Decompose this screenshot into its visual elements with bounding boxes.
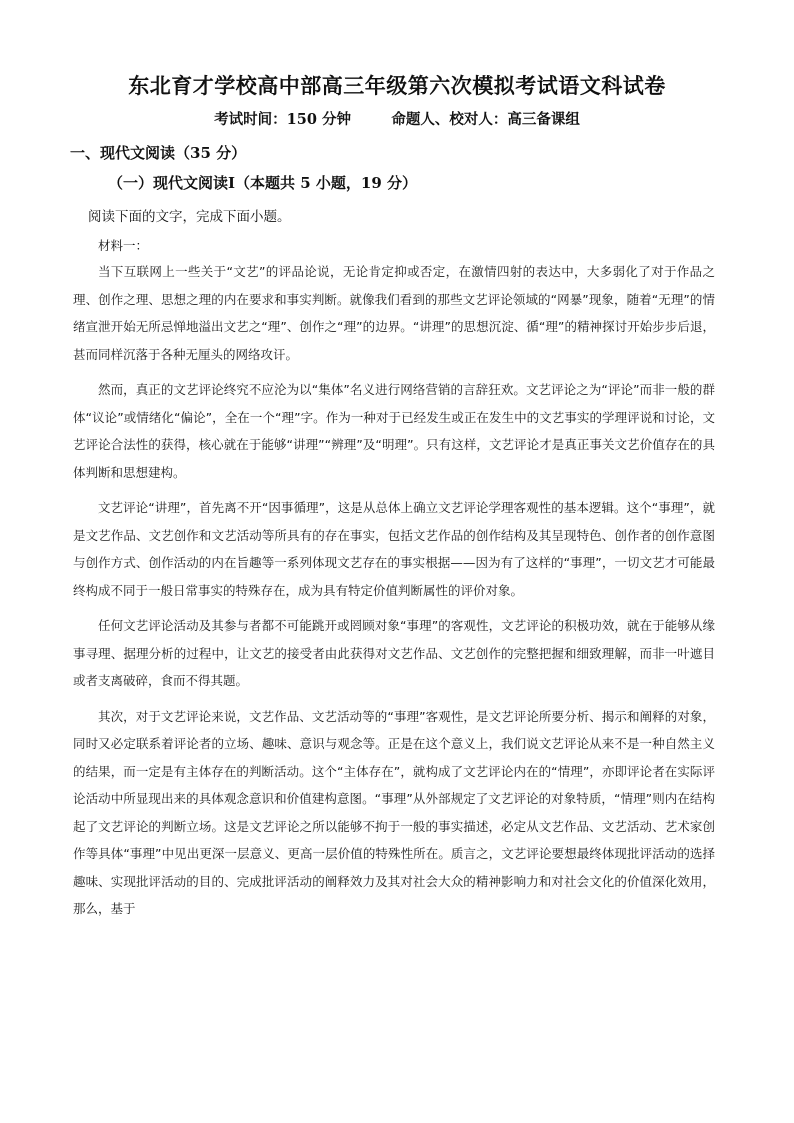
- passage-paragraph-4: 任何文艺评论活动及其参与者都不可能跳开或罔顾对象“事理”的客观性，文艺评论的积极功效，就在于能够从缘事寻理、据理分析的过程中，让文艺的接受者由此获得对文艺作品、文艺创作的完整把握和细致理解，而非一叶遮目或者支离破碎，食而不得其题。: [73, 618, 715, 688]
- material-label: 材料一：: [98, 238, 149, 253]
- passage-paragraph-3: 文艺评论“讲理”，首先离不开“因事循理”，这是从总体上确立文艺评论学理客观性的基本逻辑。这个“事理”，就是文艺作品、文艺创作和文艺活动等所具有的存在事实，包括文艺作品的创作结构及其呈现特色、创作者的创作意图与创作方式、创作活动的内在旨趣等一系列体现文艺存在的事实根据——因为有了这样的“事理”，一切文艺才可能最终构成不同于一般日常事实的特殊存在，成为具有特定价值判断属性的评价对象。: [73, 500, 715, 598]
- subsection-heading: （一）现代文阅读Ⅰ（本题共 5 小题，19 分）: [108, 174, 417, 192]
- section-heading: 一、现代文阅读（35 分）: [70, 144, 247, 162]
- exam-title: 东北育才学校高中部高三年级第六次模拟考试语文科试卷: [128, 73, 666, 98]
- passage-body: [73, 258, 715, 931]
- exam-subtitle: 考试时间：150 分钟 命题人、校对人：高三备课组: [214, 111, 580, 128]
- passage-paragraph-2: 然而，真正的文艺评论终究不应沦为以“集体”名义进行网络营销的言辞狂欢。文艺评论之为“评论”而非一般的群体“议论”或情绪化“偏论”，全在一个“理”字。作为一种对于已经发生或正在发生中的文艺事实的学理评说和讨论，文艺评论合法性的获得，核心就在于能够“讲理”“辨理”及“明理”。只有这样，文艺评论才是真正事关文艺价值存在的具体判断和思想建构。: [73, 382, 715, 480]
- passage-paragraph-5: 其次，对于文艺评论来说，文艺作品、文艺活动等的“事理”客观性，是文艺评论所要分析、揭示和阐释的对象，同时又必定联系着评论者的立场、趣味、意识与观念等。正是在这个意义上，我们说文艺评论从来不是一种自然主义的结果，而一定是有主体存在的判断活动。这个“主体存在”，就构成了文艺评论内在的“情理”，亦即评论者在实际评论活动中所显现出来的具体观念意识和价值建构意图。“事理”从外部规定了文艺评论的对象特质，“情理”则内在结构起了文艺评论的判断立场。这是文艺评论之所以能够不拘于一般的事实描述，必定从文艺作品、文艺活动、艺术家创作等具体“事理”中见出更深一层意义、更高一层价值的特殊性所在。质言之，文艺评论要想最终体现批评活动的选择趣味、实现批评活动的目的、完成批评活动的阐释效力及其对社会大众的精神影响力和对社会文化的价值深化效用，那么，基于: [73, 708, 715, 916]
- passage-paragraph-1: 当下互联网上一些关于“文艺”的评品论说，无论肯定抑或否定，在激情四射的表达中，大多弱化了对于作品之理、创作之理、思想之理的内在要求和事实判断。就像我们看到的那些文艺评论领域的“网暴”现象，随着“无理”的情绪宣泄开始无所忌惮地溢出文艺之“理”、创作之“理”的边界。“讲理”的思想沉淀、循“理”的精神探讨开始步步后退，甚而同样沉落于各种无厘头的网络攻讦。: [73, 264, 715, 362]
- instruction-text: 阅读下面的文字，完成下面小题。: [88, 209, 291, 225]
